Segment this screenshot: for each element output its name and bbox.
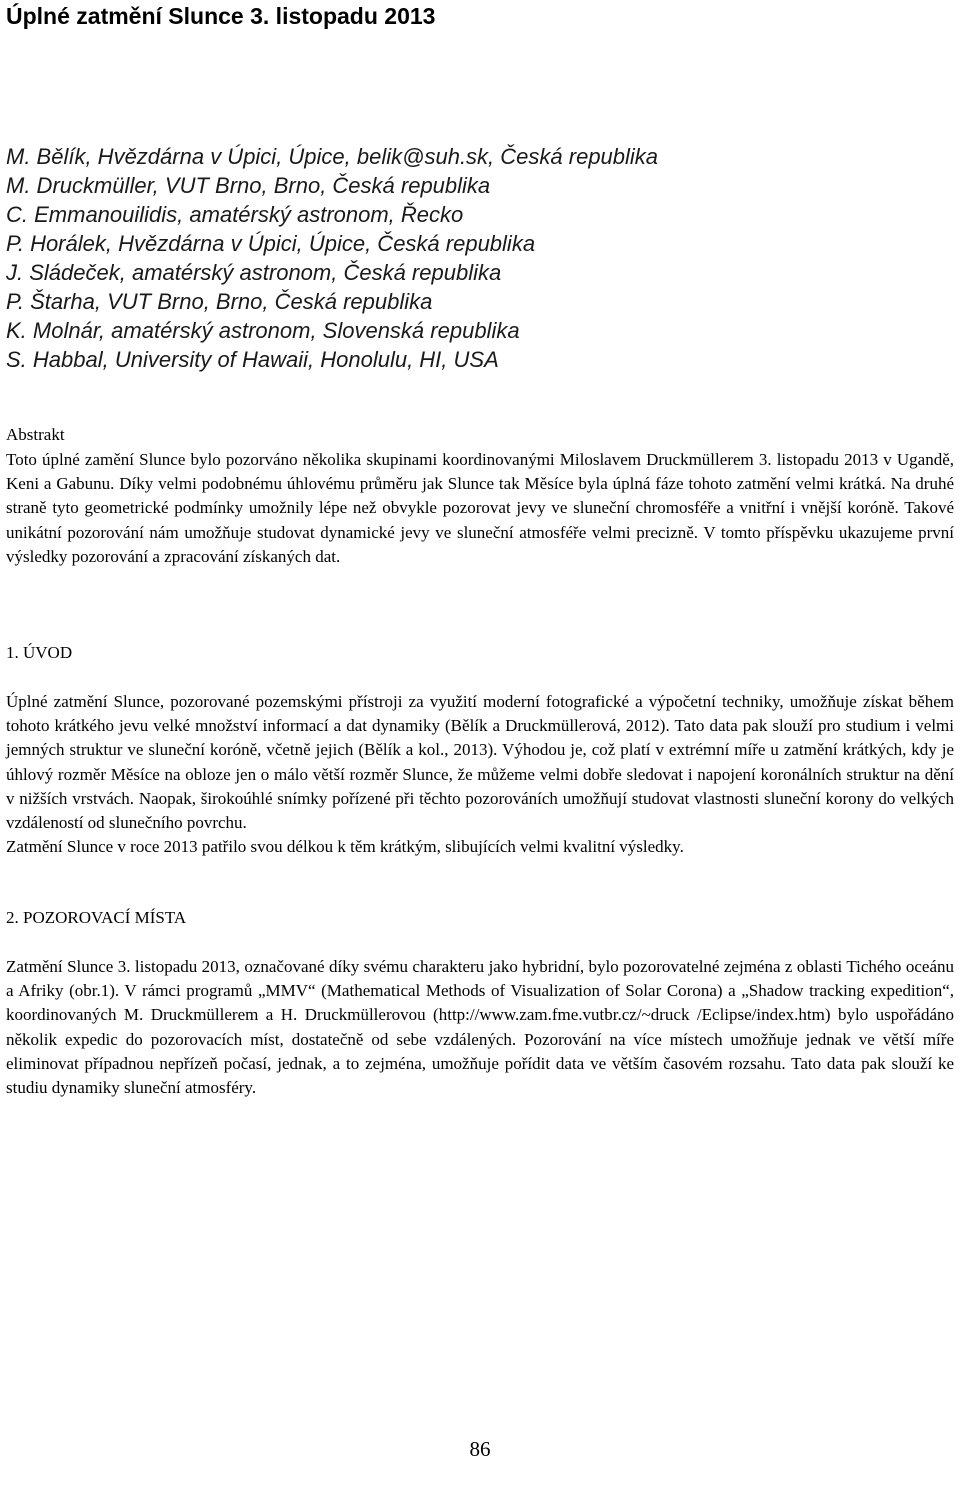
paper-title: Úplné zatmění Slunce 3. listopadu 2013 xyxy=(6,3,436,29)
section-body-pozorovaci-mista xyxy=(6,955,954,1100)
author-line: M. Druckmüller, VUT Brno, Brno, Česká republika xyxy=(6,173,491,198)
author-line: P. Horálek, Hvězdárna v Úpici, Úpice, Česká republika xyxy=(6,231,536,256)
author-line: P. Štarha, VUT Brno, Brno, Česká republika xyxy=(6,289,433,314)
author-line: J. Sládeček, amatérský astronom, Česká republika xyxy=(6,260,502,285)
abstract-paragraph: Toto úplné zamění Slunce bylo pozorváno několika skupinami koordinovanými Miloslavem Druckmüllerem 3. listopadu 2013 v Ugandě, Keni a Gabunu. Díky velmi podobnému úhlovému průměru jak Slunce tak Měsíce byla úplná fáze tohoto zatmění velmi krátká. Na druhé straně tyto geometrické podmínky umožnily lépe než obvykle pozorovat jevy ve sluneční chromosféře a vnitřní i vnější koróně. Takové unikátní pozorování nám umožňuje studovat dynamické jevy ve sluneční atmosféře velmi precizně. V tomto příspěvku ukazujeme první výsledky pozorování a zpracování získaných dat. xyxy=(6,450,954,566)
author-line: S. Habbal, University of Hawaii, Honolulu, HI, USA xyxy=(6,347,499,372)
paragraph: Zatmění Slunce v roce 2013 patřilo svou délkou k těm krátkým, slibujících velmi kvalitní výsledky. xyxy=(6,837,684,857)
author-line: K. Molnár, amatérský astronom, Slovenská republika xyxy=(6,318,520,343)
author-line: M. Bělík, Hvězdárna v Úpici, Úpice, belik@suh.sk, Česká republika xyxy=(6,144,659,169)
author-list xyxy=(6,142,658,374)
author-line: C. Emmanouilidis, amatérský astronom, Řecko xyxy=(6,202,464,227)
abstract-body xyxy=(6,448,954,569)
section-body-uvod xyxy=(6,690,954,859)
paragraph: Úplné zatmění Slunce, pozorované pozemskými přístroji za využití moderní fotografické a výpočetní techniky, umožňuje získat během tohoto krátkého jevu velké množství informací a dat dynamiky (Bělík a Druckmüllerová, 2012). Tato data pak slouží pro studium i velmi jemných struktur ve sluneční koróně, včetně jejich (Bělík a kol., 2013). Výhodou je, což platí v extrémní míře u zatmění krátkých, kdy je úhlový rozměr Měsíce na obloze jen o málo větší rozměr Slunce, že můžeme velmi dobře sledovat i napojení koronálních struktur na dění v nižších vrstvách. Naopak, širokoúhlé snímky pořízené při těchto pozorováních umožňují studovat vlastnosti sluneční korony do velkých vzdáleností od slunečního povrchu. xyxy=(6,692,954,833)
paragraph: Zatmění Slunce 3. listopadu 2013, označované díky svému charakteru jako hybridní, bylo pozorovatelné zejména z oblasti Tichého oceánu a Afriky (obr.1). V rámci programů „MMV“ (Mathematical Methods of Visualization of Solar Corona) a „Shadow tracking expedition“, koordinovaných M. Druckmüllerem a H. Druckmüllerovou (http://www.zam.fme.vutbr.cz/~druck /Eclipse/index.htm) bylo uspořádáno několik expedic do pozorovacích míst, dostatečně od sebe vzdálených. Pozorování na více místech umožňuje jednak ve větší míře eliminovat případnou nepřízeň počasí, jednak, a to zejména, umožňuje pořídit data ve větším časovém rozsahu. Tato data pak slouží ke studiu dynamiky sluneční atmosféry. xyxy=(6,957,954,1098)
abstract-heading: Abstrakt xyxy=(6,425,65,444)
page-number: 86 xyxy=(469,1437,491,1461)
section-heading-uvod: 1. ÚVOD xyxy=(6,643,73,662)
section-heading-pozorovaci-mista: 2. POZOROVACÍ MÍSTA xyxy=(6,908,187,927)
